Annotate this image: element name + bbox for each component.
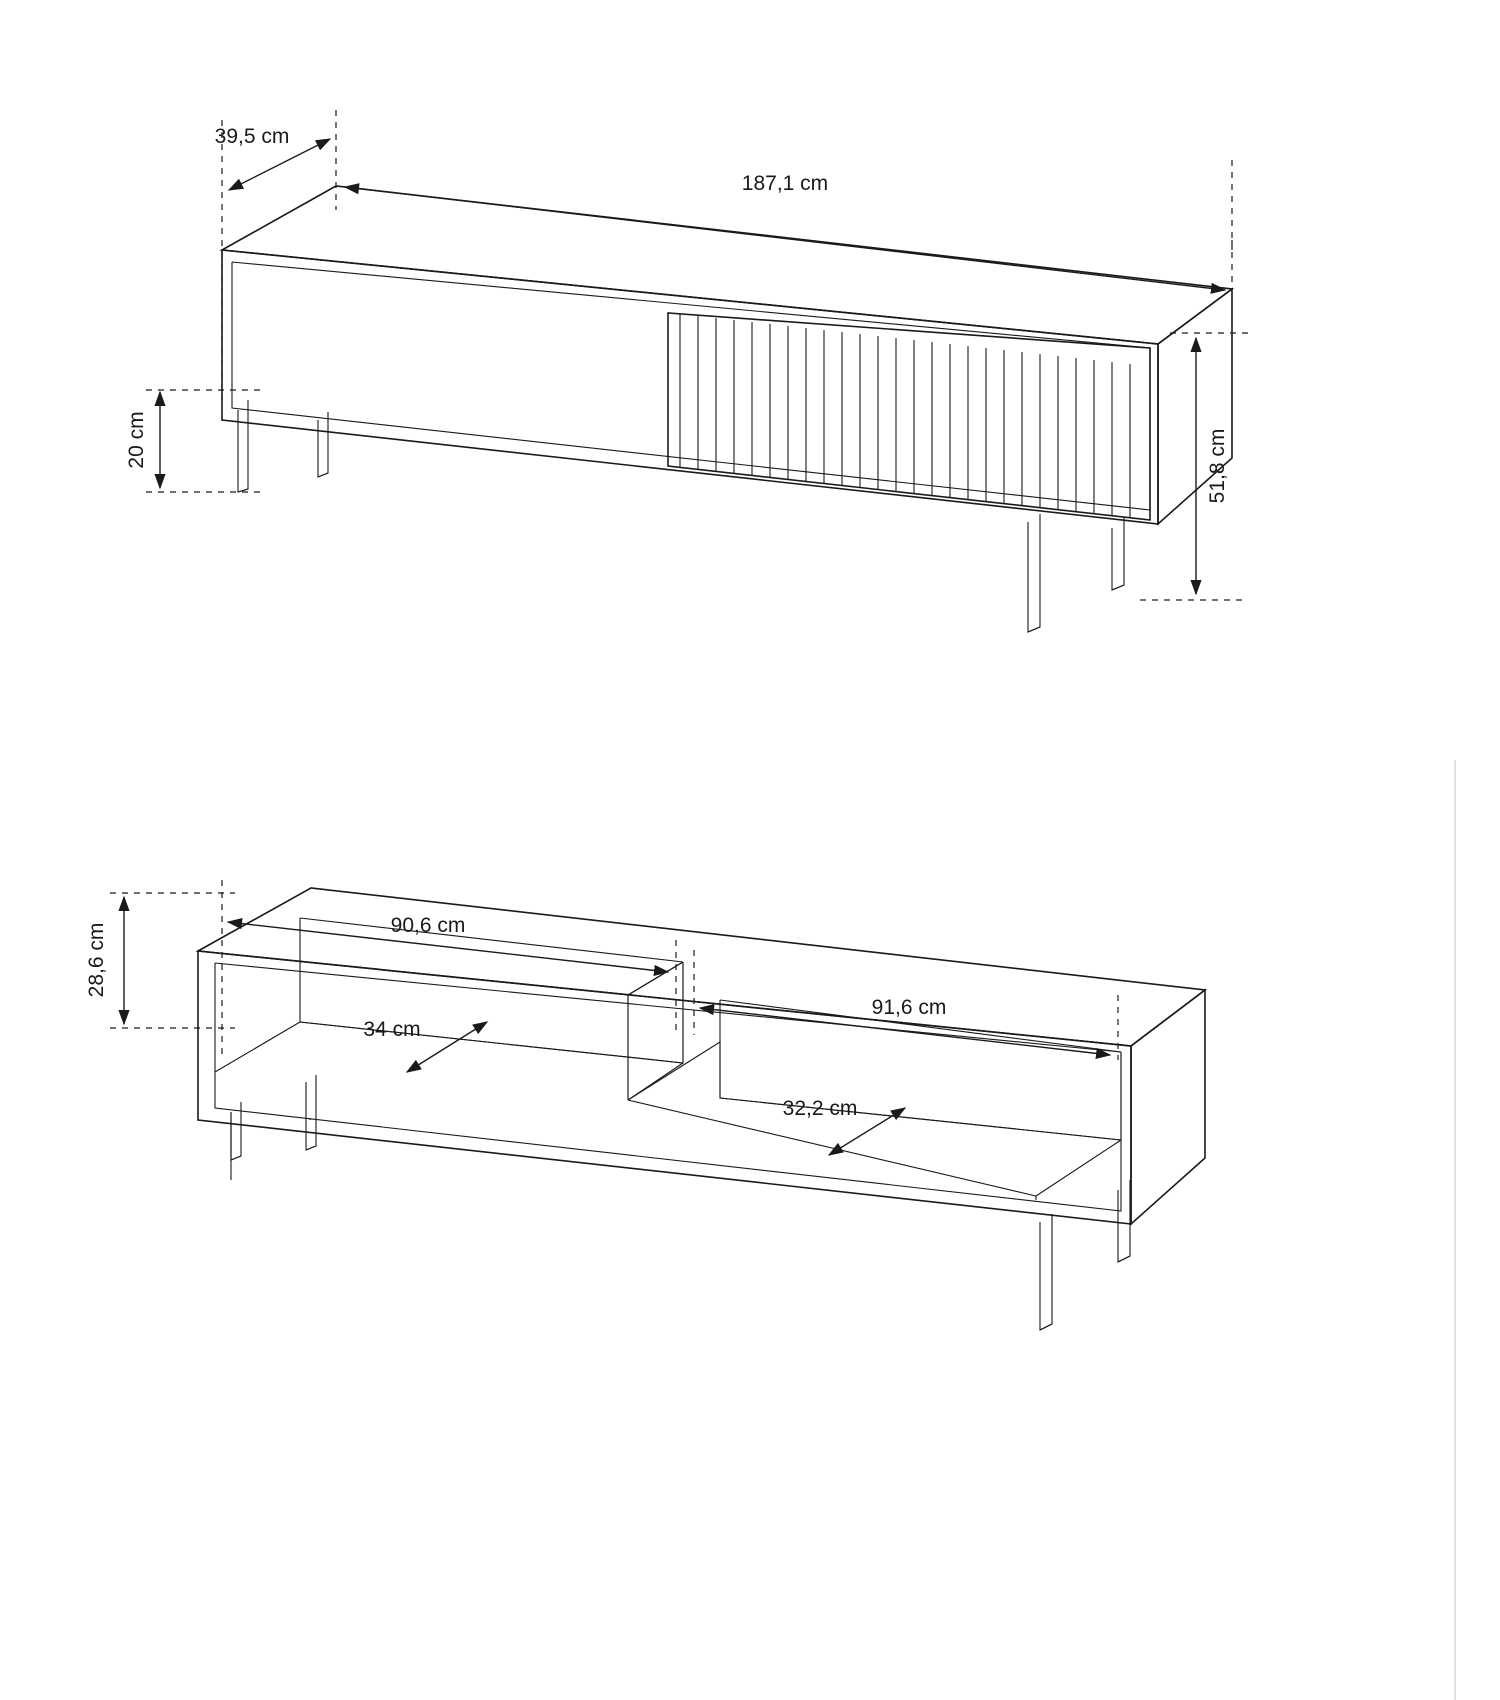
dim-left-inner-depth-label: 34 cm [363,1018,421,1041]
dim-depth-front-label: 39,5 cm [214,125,290,148]
dim-depth-front [215,125,330,190]
dim-right-compartment-width-label: 91,6 cm [871,996,947,1019]
dim-leg-height-label: 20 cm [125,411,148,469]
dim-left-compartment-width-label: 90,6 cm [390,914,466,937]
view-front-perspective [125,110,1248,632]
dim-left-inner-depth [363,1018,487,1072]
dim-leg-height [125,390,260,492]
legs-front-view [238,400,1124,632]
dim-total-height-label: 51,8 cm [1206,428,1229,504]
dim-left-compartment-width [228,914,668,972]
dim-right-inner-depth-label: 32,2 cm [782,1097,858,1120]
dim-compartment-height-label: 28,6 cm [85,922,108,998]
dim-width-front-label: 187,1 cm [741,172,829,195]
slatted-door-panel [668,313,1150,520]
dim-right-inner-depth [783,1097,905,1155]
view-open-shelf-perspective [85,880,1205,1330]
dim-compartment-height [85,893,235,1028]
legs-open-view [231,1075,1130,1330]
